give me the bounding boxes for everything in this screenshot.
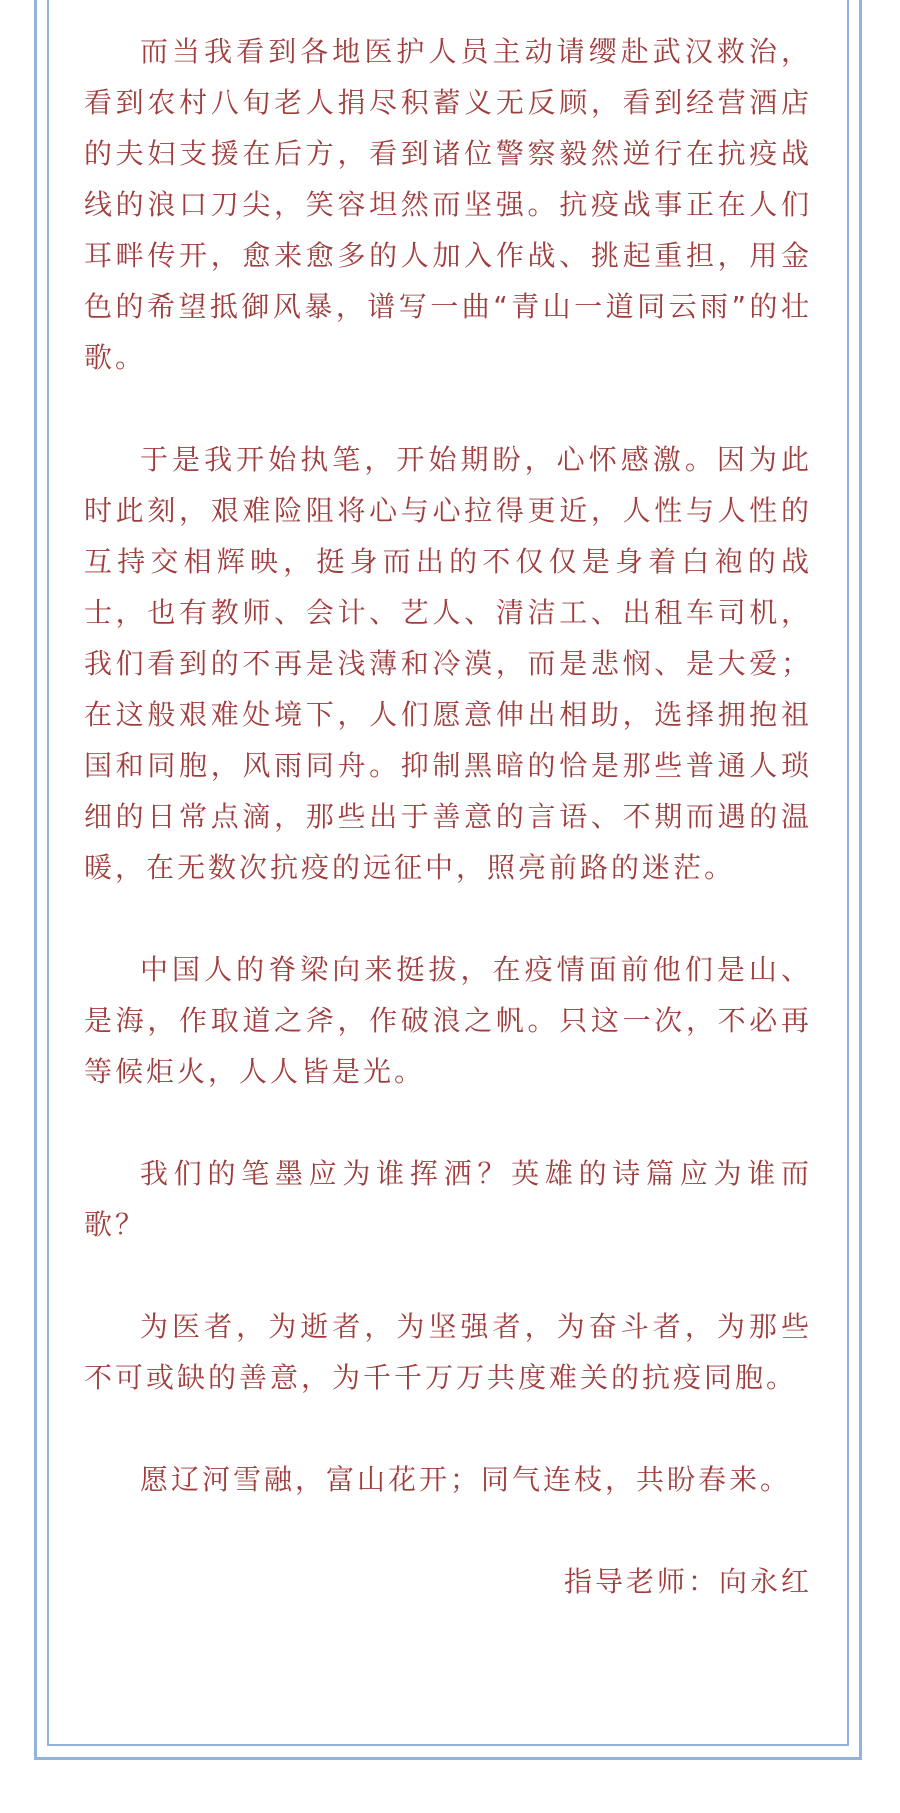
paragraph-spacer — [84, 1097, 812, 1148]
paragraph-spacer — [84, 383, 812, 434]
essay-body — [84, 26, 812, 1607]
paragraph-spacer — [84, 1250, 812, 1301]
paragraph-6: 愿辽河雪融，富山花开；同气连枝，共盼春来。 — [140, 1463, 792, 1496]
paragraph-3: 中国人的脊梁向来挺拔，在疫情面前他们是山、是海，作取道之斧，作破浪之帆。只这一次，不必再等候炬火，人人皆是光。 — [84, 953, 812, 1088]
advisor-signature: 指导老师：向永红 — [563, 1565, 812, 1598]
paragraph-spacer — [84, 893, 812, 944]
paragraph-spacer — [84, 1505, 812, 1556]
paragraph-5: 为医者，为逝者，为坚强者，为奋斗者，为那些不可或缺的善意，为千千万万共度难关的抗疫同胞。 — [84, 1310, 812, 1394]
paragraph-1: 而当我看到各地医护人员主动请缨赴武汉救治，看到农村八旬老人捐尽积蓄义无反顾，看到经营酒店的夫妇支援在后方，看到诸位警察毅然逆行在抗疫战线的浪口刀尖，笑容坦然而坚强。抗疫战事正在人们耳畔传开，愈来愈多的人加入作战、挑起重担，用金色的希望抵御风暴，谱写一曲“青山一道同云雨”的壮歌。 — [84, 35, 812, 374]
paragraph-4: 我们的笔墨应为谁挥洒？英雄的诗篇应为谁而歌？ — [84, 1157, 812, 1241]
paragraph-spacer — [84, 1403, 812, 1454]
paragraph-2: 于是我开始执笔，开始期盼，心怀感激。因为此时此刻，艰难险阻将心与心拉得更近，人性与人性的互持交相辉映，挺身而出的不仅仅是身着白袍的战士，也有教师、会计、艺人、清洁工、出租车司机，我们看到的不再是浅薄和冷漠，而是悲悯、是大爱；在这般艰难处境下，人们愿意伸出相助，选择拥抱祖国和同胞，风雨同舟。抑制黑暗的恰是那些普通人琐细的日常点滴，那些出于善意的言语、不期而遇的温暖，在无数次抗疫的远征中，照亮前路的迷茫。 — [84, 443, 812, 884]
